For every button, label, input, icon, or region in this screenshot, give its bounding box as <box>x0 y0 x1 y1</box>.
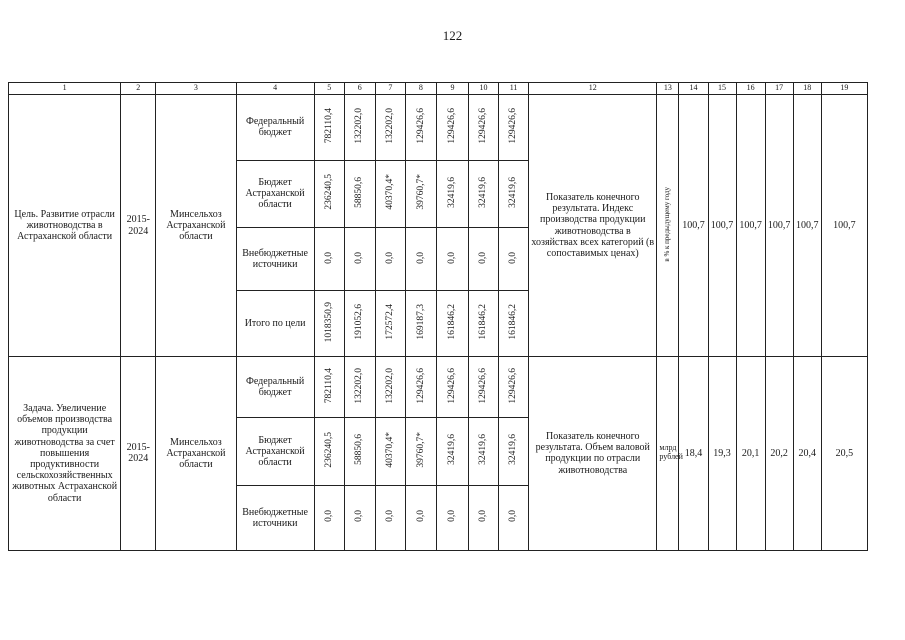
amount-cell: 129426,6 <box>499 356 529 417</box>
amount-cell: 0,0 <box>499 485 529 550</box>
amount-cell: 40370,4* <box>375 418 405 485</box>
column-number: 7 <box>375 83 405 95</box>
amount-cell: 172572,4 <box>375 291 405 356</box>
amount-cell: 58850,6 <box>344 418 375 485</box>
column-number: 8 <box>405 83 436 95</box>
executor: Минсельхоз Астраханской области <box>156 356 236 550</box>
amount-cell: 0,0 <box>436 485 468 550</box>
amount-cell: 129426,6 <box>405 95 436 160</box>
amount-cell: 0,0 <box>314 485 344 550</box>
amount-cell: 236240,5 <box>314 418 344 485</box>
amount-cell: 32419,6 <box>499 418 529 485</box>
amount-cell: 129426,6 <box>436 95 468 160</box>
column-number: 13 <box>657 83 679 95</box>
amount-cell: 161846,2 <box>499 291 529 356</box>
task-description: Задача. Увеличение объемов производства продукции животноводства за счет повышения продуктивности сельскохозяйственных животных Астраханской области <box>9 356 121 550</box>
amount-cell: 0,0 <box>344 228 375 291</box>
column-number: 4 <box>236 83 314 95</box>
amount-cell: 782110,4 <box>314 95 344 160</box>
amount-cell: 1018350,9 <box>314 291 344 356</box>
amount-cell: 132202,0 <box>375 356 405 417</box>
goal-description: Цель. Развитие отрасли животноводства в Астраханской области <box>9 95 121 357</box>
amount-cell: 132202,0 <box>375 95 405 160</box>
indicator-value: 100,7 <box>736 95 765 357</box>
indicator-value: 18,4 <box>679 356 708 550</box>
indicator-value: 20,2 <box>765 356 793 550</box>
amount-cell: 236240,5 <box>314 160 344 227</box>
amount-cell: 32419,6 <box>499 160 529 227</box>
amount-cell: 129426,6 <box>468 95 498 160</box>
funding-source: Внебюджетные источники <box>236 228 314 291</box>
amount-cell: 132202,0 <box>344 95 375 160</box>
indicator-description: Показатель конечного результата. Объем валовой продукции по отрасли животноводства <box>529 356 657 550</box>
period: 2015-2024 <box>121 95 156 357</box>
amount-cell: 782110,4 <box>314 356 344 417</box>
amount-cell: 132202,0 <box>344 356 375 417</box>
indicator-value: 20,5 <box>821 356 867 550</box>
unit-cell: млрд рублей <box>657 356 679 550</box>
column-number: 14 <box>679 83 708 95</box>
amount-cell: 32419,6 <box>436 160 468 227</box>
funding-source: Итого по цели <box>236 291 314 356</box>
table-row <box>9 95 868 160</box>
amount-cell: 0,0 <box>405 485 436 550</box>
program-table <box>8 82 868 551</box>
indicator-value: 19,3 <box>708 356 736 550</box>
amount-cell: 161846,2 <box>468 291 498 356</box>
column-number: 12 <box>529 83 657 95</box>
indicator-value: 20,1 <box>736 356 765 550</box>
indicator-value: 100,7 <box>793 95 821 357</box>
column-number: 5 <box>314 83 344 95</box>
indicator-value: 100,7 <box>708 95 736 357</box>
executor: Минсельхоз Астраханской области <box>156 95 236 357</box>
amount-cell: 32419,6 <box>468 418 498 485</box>
amount-cell: 129426,6 <box>499 95 529 160</box>
indicator-value: 100,7 <box>679 95 708 357</box>
column-number: 3 <box>156 83 236 95</box>
amount-cell: 0,0 <box>499 228 529 291</box>
amount-cell: 0,0 <box>375 228 405 291</box>
amount-cell: 0,0 <box>468 485 498 550</box>
funding-source: Бюджет Астраханской области <box>236 160 314 227</box>
column-number-row <box>9 83 868 95</box>
amount-cell: 129426,6 <box>405 356 436 417</box>
column-number: 18 <box>793 83 821 95</box>
table-row <box>9 356 868 417</box>
amount-cell: 0,0 <box>468 228 498 291</box>
column-number: 11 <box>499 83 529 95</box>
amount-cell: 40370,4* <box>375 160 405 227</box>
funding-source: Федеральный бюджет <box>236 356 314 417</box>
page-number: 122 <box>442 28 463 43</box>
amount-cell: 0,0 <box>314 228 344 291</box>
column-number: 10 <box>468 83 498 95</box>
period: 2015-2024 <box>121 356 156 550</box>
funding-source: Внебюджетные источники <box>236 485 314 550</box>
column-number: 6 <box>344 83 375 95</box>
indicator-description: Показатель конечного результата. Индекс производства продукции животноводства в хозяйствах всех категорий (в сопоставимых ценах) <box>529 95 657 357</box>
amount-cell: 58850,6 <box>344 160 375 227</box>
column-number: 16 <box>736 83 765 95</box>
column-number: 1 <box>9 83 121 95</box>
indicator-value: 100,7 <box>821 95 867 357</box>
column-number: 9 <box>436 83 468 95</box>
amount-cell: 169187,3 <box>405 291 436 356</box>
amount-cell: 32419,6 <box>436 418 468 485</box>
amount-cell: 0,0 <box>344 485 375 550</box>
amount-cell: 161846,2 <box>436 291 468 356</box>
amount-cell: 39760,7* <box>405 160 436 227</box>
amount-cell: 0,0 <box>405 228 436 291</box>
indicator-value: 20,4 <box>793 356 821 550</box>
amount-cell: 39760,7* <box>405 418 436 485</box>
indicator-value: 100,7 <box>765 95 793 357</box>
funding-source: Федеральный бюджет <box>236 95 314 160</box>
funding-source: Бюджет Астраханской области <box>236 418 314 485</box>
column-number: 17 <box>765 83 793 95</box>
amount-cell: 0,0 <box>436 228 468 291</box>
amount-cell: 32419,6 <box>468 160 498 227</box>
amount-cell: 0,0 <box>375 485 405 550</box>
column-number: 2 <box>121 83 156 95</box>
column-number: 15 <box>708 83 736 95</box>
amount-cell: 129426,6 <box>436 356 468 417</box>
amount-cell: 129426,6 <box>468 356 498 417</box>
column-number: 19 <box>821 83 867 95</box>
unit-cell: в % к предыдущему году <box>657 95 679 357</box>
amount-cell: 191052,6 <box>344 291 375 356</box>
